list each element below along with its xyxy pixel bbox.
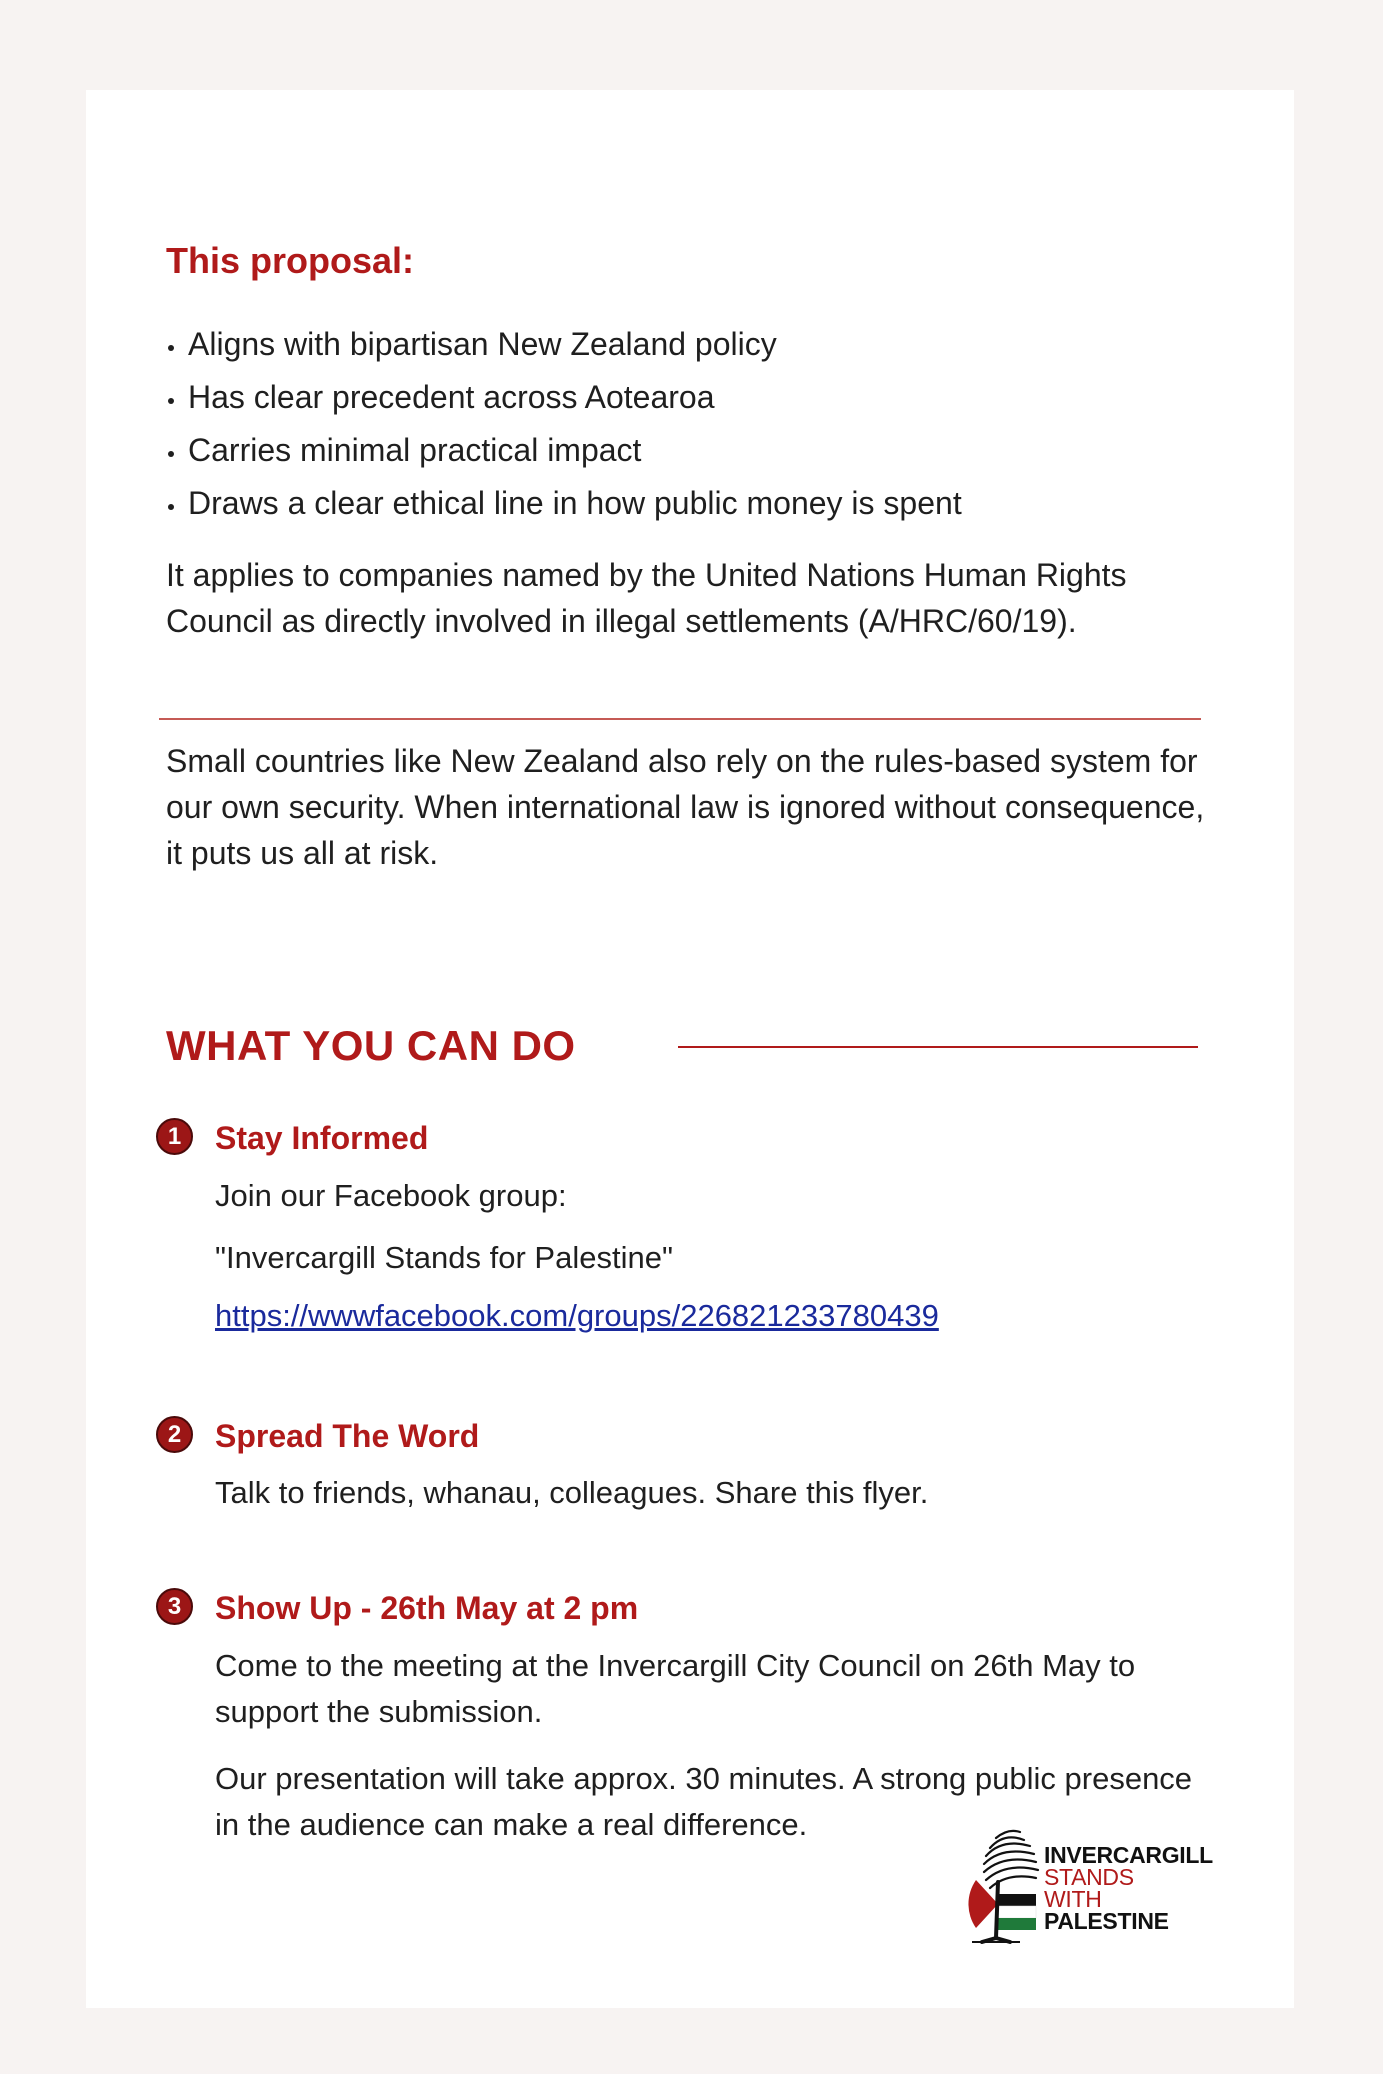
- proposal-heading: This proposal:: [166, 240, 415, 281]
- step-1-number-badge: 1: [156, 1118, 193, 1155]
- step-2-number-badge: 2: [156, 1416, 193, 1453]
- list-item: Draws a clear ethical line in how public money is spent: [166, 477, 1206, 530]
- step-3-presentation-text: Our presentation will take approx. 30 minutes. A strong public presence in the audience can make a real difference.: [215, 1761, 1193, 1842]
- step-2-text: Talk to friends, whanau, colleagues. Share this flyer.: [215, 1475, 929, 1510]
- logo-text: [1044, 1844, 1213, 1932]
- what-you-can-do-title: WHAT YOU CAN DO: [166, 1022, 576, 1069]
- logo-line: PALESTINE: [1044, 1908, 1169, 1934]
- step-3-number-badge: 3: [156, 1588, 193, 1625]
- flyer-page: [86, 90, 1294, 2008]
- list-item: Carries minimal practical impact: [166, 424, 1206, 477]
- security-paragraph: Small countries like New Zealand also rely on the rules-based system for our own security. When international law is ignored without consequence, it puts us all at risk.: [166, 743, 1205, 871]
- applies-paragraph: It applies to companies named by the United Nations Human Rights Council as directly involved in illegal settlements (A/HRC/60/19).: [166, 557, 1127, 639]
- tree-flag-icon: [946, 1820, 1046, 1950]
- proposal-bullet-list: [166, 318, 1206, 530]
- step-3-title: Show Up - 26th May at 2 pm: [215, 1590, 639, 1626]
- facebook-group-link[interactable]: https://wwwfacebook.com/groups/226821233780439: [215, 1298, 939, 1333]
- organization-logo: [946, 1820, 1246, 1950]
- logo-line: INVERCARGILL: [1044, 1842, 1213, 1868]
- step-1-group-name: "Invercargill Stands for Palestine": [215, 1240, 673, 1275]
- step-3-text: Come to the meeting at the Invercargill City Council on 26th May to support the submission.: [215, 1648, 1136, 1729]
- list-item: Aligns with bipartisan New Zealand policy: [166, 318, 1206, 371]
- list-item: Has clear precedent across Aotearoa: [166, 371, 1206, 424]
- step-1-text: Join our Facebook group:: [215, 1178, 567, 1213]
- step-2-title: Spread The Word: [215, 1418, 480, 1454]
- title-divider: [678, 1046, 1198, 1048]
- step-1-title: Stay Informed: [215, 1120, 429, 1156]
- divider: [159, 718, 1201, 720]
- logo-line: WITH: [1044, 1886, 1102, 1912]
- logo-line: STANDS: [1044, 1864, 1134, 1890]
